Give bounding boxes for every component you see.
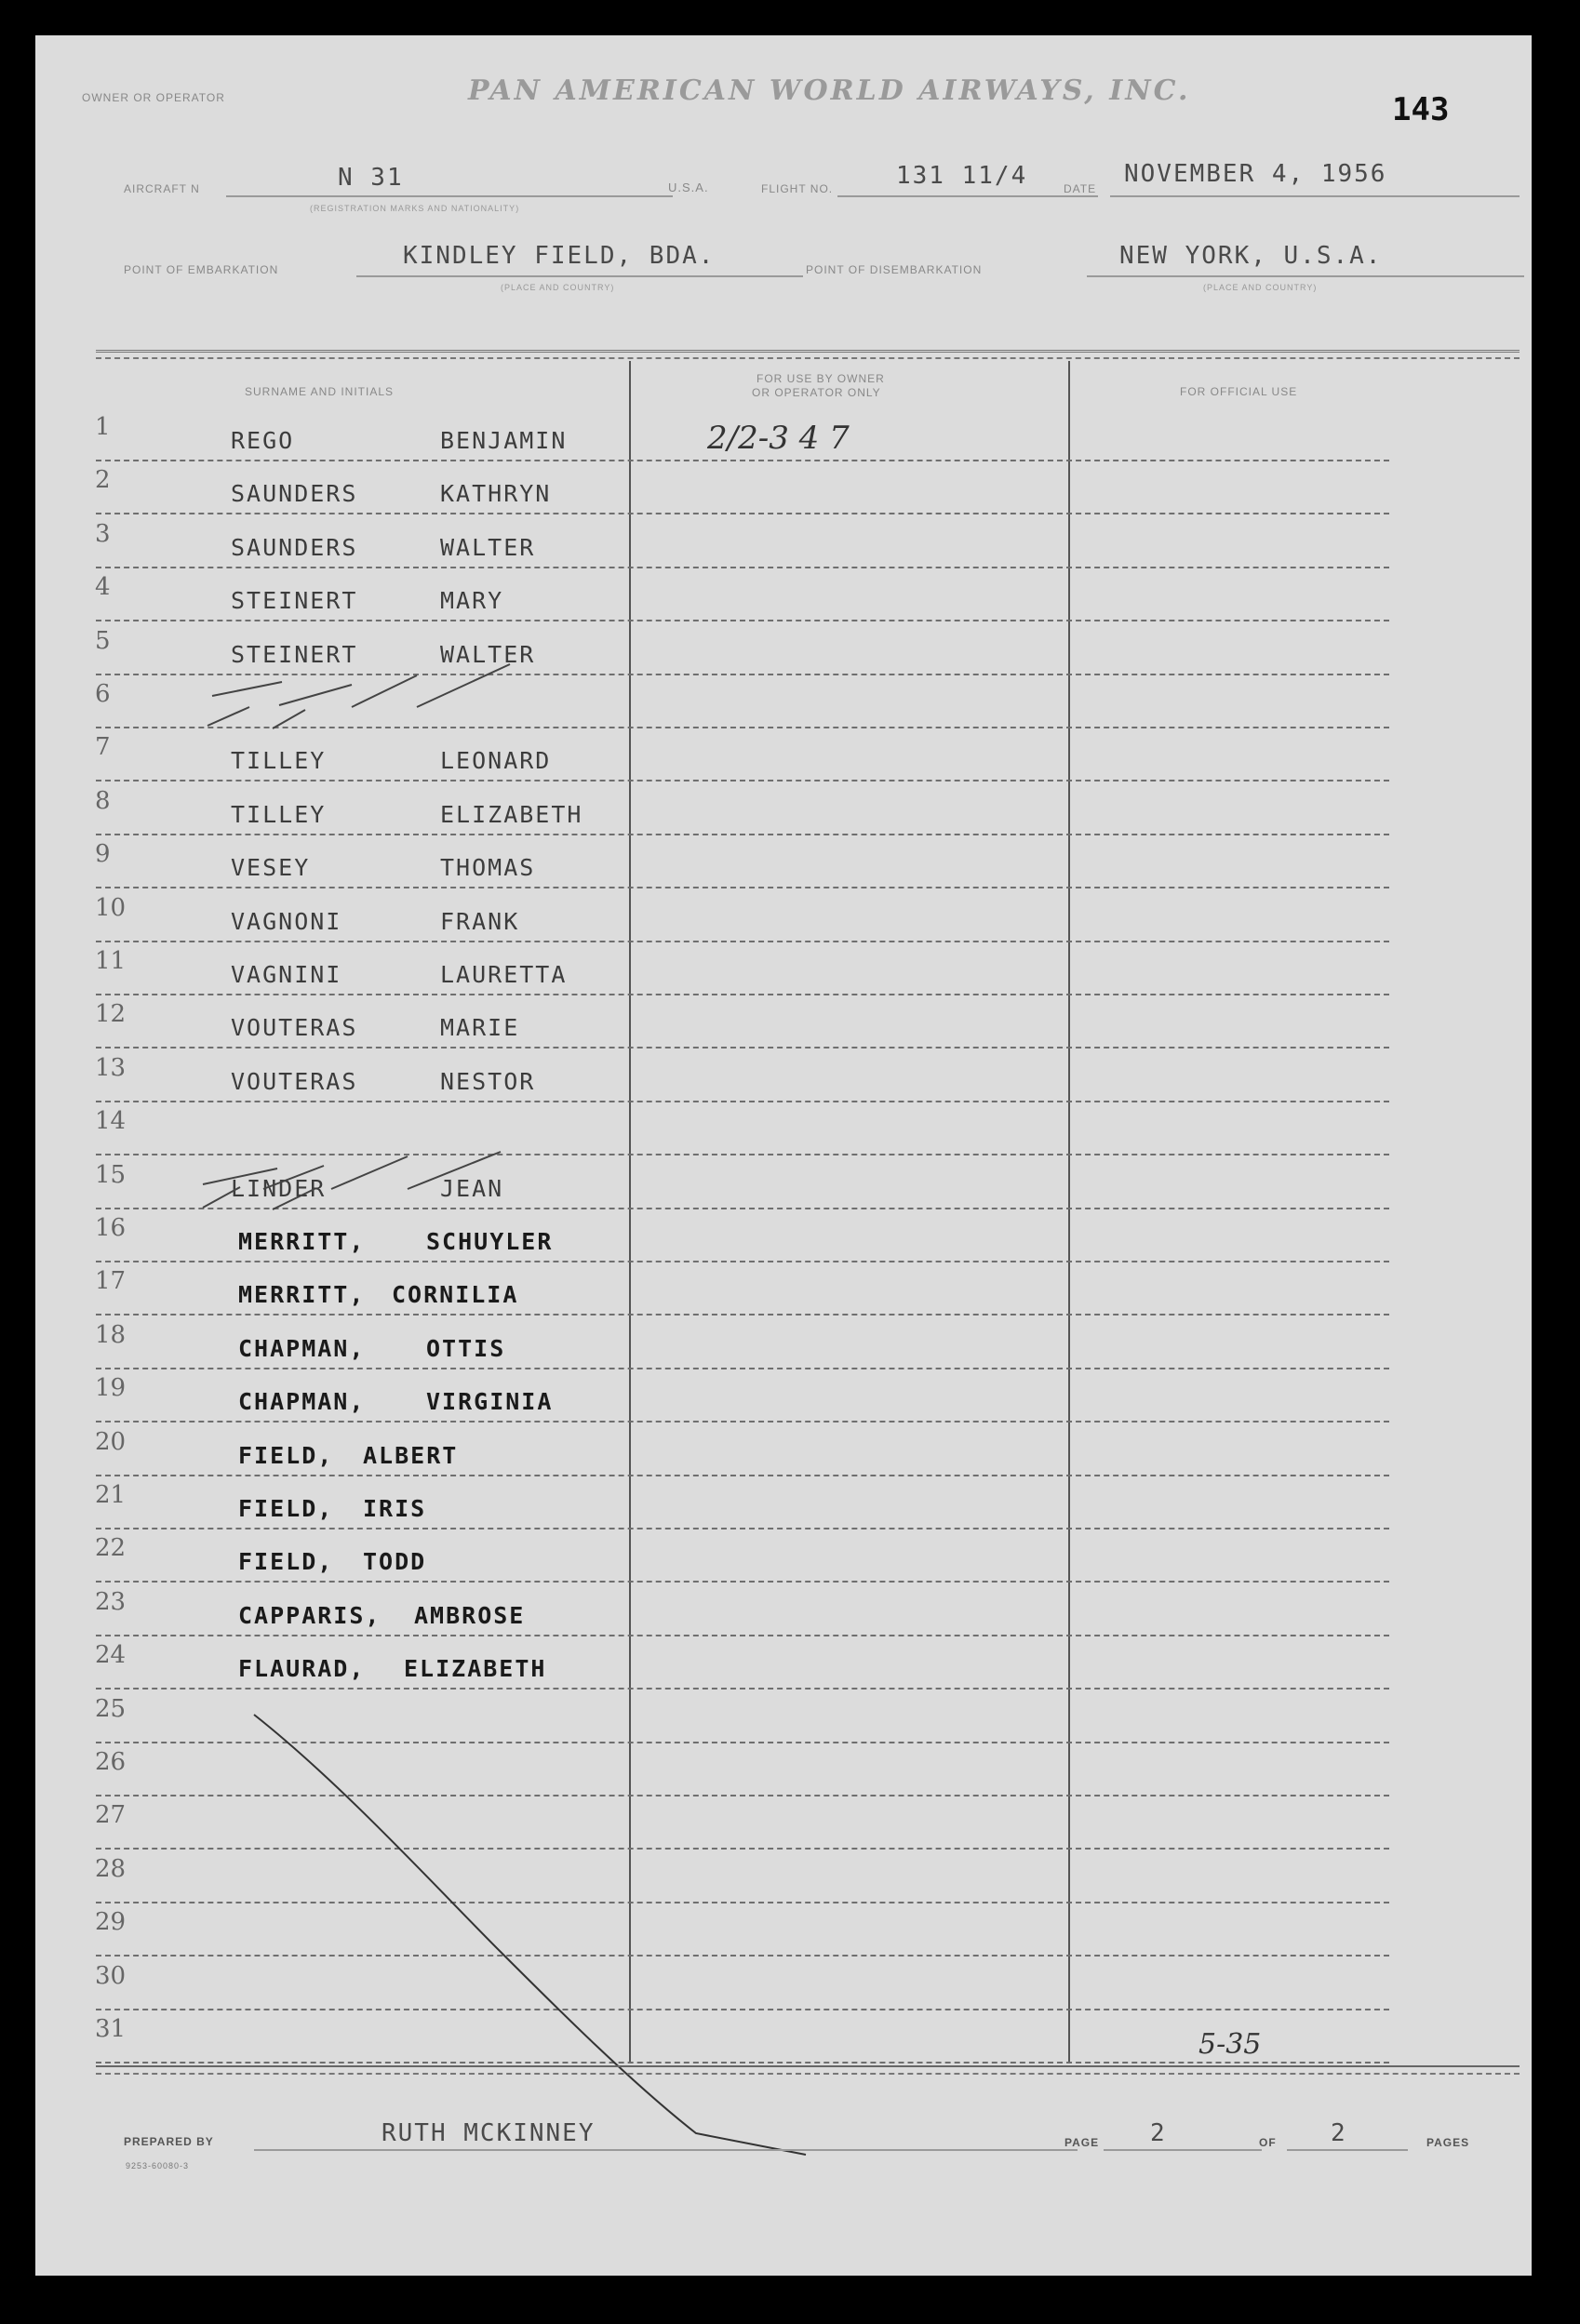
embarkation-note: (PLACE AND COUNTRY) xyxy=(501,283,615,292)
disembarkation-note: (PLACE AND COUNTRY) xyxy=(1203,283,1318,292)
passenger-given-name: THOMAS xyxy=(440,854,536,882)
passenger-given-name: AMBROSE xyxy=(414,1601,526,1629)
passenger-given-name: JEAN xyxy=(440,1174,504,1202)
registration-note: (REGISTRATION MARKS AND NATIONALITY) xyxy=(310,204,520,213)
passenger-surname: VAGNONI xyxy=(231,907,342,935)
row-number: 12 xyxy=(95,1000,127,1029)
date-label: DATE xyxy=(1064,182,1097,195)
passenger-given-name: MARY xyxy=(440,587,504,615)
of-label: OF xyxy=(1259,2136,1277,2149)
passenger-surname: FIELD, xyxy=(238,1441,334,1469)
passenger-surname: TILLEY xyxy=(231,800,327,828)
passenger-given-name: WALTER xyxy=(440,640,536,668)
date-value: NOVEMBER 4, 1956 xyxy=(1124,160,1387,188)
passenger-surname: VOUTERAS xyxy=(231,1067,358,1095)
row-number: 6 xyxy=(95,680,111,708)
count-note: 5-35 xyxy=(1198,2028,1262,2061)
passenger-given-name: IRIS xyxy=(363,1495,427,1522)
row-number: 9 xyxy=(95,840,111,869)
owner-operator-label: OWNER OR OPERATOR xyxy=(82,91,225,104)
row-number: 15 xyxy=(95,1160,127,1189)
row-number: 5 xyxy=(95,626,111,655)
row-number: 17 xyxy=(95,1267,127,1296)
column-official-header: FOR OFFICIAL USE xyxy=(1180,385,1298,398)
form-number: 9253-60080-3 xyxy=(126,2161,190,2170)
column-owner-header-line1: FOR USE BY OWNER xyxy=(757,372,885,385)
disembarkation-value: NEW YORK, U.S.A. xyxy=(1119,242,1383,270)
passenger-given-name: WALTER xyxy=(440,533,536,561)
embarkation-label: POINT OF EMBARKATION xyxy=(124,263,279,276)
passenger-given-name: MARIE xyxy=(440,1014,520,1042)
aircraft-label: AIRCRAFT N xyxy=(124,182,200,195)
row-number: 14 xyxy=(95,1107,127,1136)
row-number: 2 xyxy=(95,466,111,495)
passenger-given-name: NESTOR xyxy=(440,1067,536,1095)
prepared-by-label: PREPARED BY xyxy=(124,2135,214,2148)
passenger-surname: LINDER xyxy=(231,1174,327,1202)
usa-label: U.S.A. xyxy=(668,180,709,194)
disembarkation-label: POINT OF DISEMBARKATION xyxy=(806,263,983,276)
passenger-given-name: CORNILIA xyxy=(392,1281,519,1309)
passenger-given-name: TODD xyxy=(363,1548,427,1576)
row-number: 1 xyxy=(95,413,111,441)
passenger-surname: VESEY xyxy=(231,854,311,882)
passenger-surname: CHAPMAN, xyxy=(238,1334,366,1362)
manifest-page xyxy=(35,35,1532,2276)
pages-label: PAGES xyxy=(1426,2136,1470,2149)
row-number: 27 xyxy=(95,1801,127,1830)
passenger-given-name: OTTIS xyxy=(426,1334,506,1362)
row-number: 20 xyxy=(95,1427,127,1456)
passenger-given-name: VIRGINIA xyxy=(426,1388,554,1416)
passenger-given-name: LEONARD xyxy=(440,747,552,775)
passenger-given-name: LAURETTA xyxy=(440,961,568,988)
passenger-given-name: FRANK xyxy=(440,907,520,935)
row-number: 7 xyxy=(95,733,111,762)
row-number: 11 xyxy=(95,947,127,975)
passenger-given-name: ALBERT xyxy=(363,1441,459,1469)
row-number: 25 xyxy=(95,1694,127,1723)
flight-label: FLIGHT NO. xyxy=(761,182,834,195)
passenger-surname: TILLEY xyxy=(231,747,327,775)
page-stamp-number: 143 xyxy=(1392,91,1450,128)
row-number: 22 xyxy=(95,1534,127,1563)
row-number: 4 xyxy=(95,573,111,602)
passenger-given-name: KATHRYN xyxy=(440,480,552,508)
passenger-given-name: BENJAMIN xyxy=(440,427,568,454)
passenger-surname: VAGNINI xyxy=(231,961,342,988)
aircraft-value: N 31 xyxy=(338,164,404,192)
row-number: 10 xyxy=(95,893,127,922)
prepared-by-value: RUTH MCKINNEY xyxy=(382,2119,596,2147)
row-number: 24 xyxy=(95,1641,127,1670)
row-number: 3 xyxy=(95,519,111,548)
embarkation-value: KINDLEY FIELD, BDA. xyxy=(403,242,716,270)
row-number: 18 xyxy=(95,1320,127,1349)
strike-marks xyxy=(35,35,1532,2276)
company-name: PAN AMERICAN WORLD AIRWAYS, INC. xyxy=(468,74,1191,107)
row-number: 30 xyxy=(95,1961,127,1990)
row-number: 21 xyxy=(95,1481,127,1509)
row-number: 31 xyxy=(95,2015,127,2043)
passenger-given-name: ELIZABETH xyxy=(440,800,583,828)
owner-note-row1: 2/2-3 4 7 xyxy=(707,420,850,457)
passenger-surname: FLAURAD, xyxy=(238,1655,366,1683)
total-pages-value: 2 xyxy=(1331,2119,1347,2147)
passenger-surname: SAUNDERS xyxy=(231,480,358,508)
column-owner-header-line2: OR OPERATOR ONLY xyxy=(752,386,881,399)
row-number: 28 xyxy=(95,1854,127,1883)
passenger-surname: CAPPARIS, xyxy=(238,1601,382,1629)
row-number: 16 xyxy=(95,1214,127,1242)
row-number: 29 xyxy=(95,1908,127,1937)
passenger-surname: MERRITT, xyxy=(238,1281,366,1309)
flight-value: 131 11/4 xyxy=(896,162,1028,190)
passenger-surname: FIELD, xyxy=(238,1495,334,1522)
passenger-surname: FIELD, xyxy=(238,1548,334,1576)
row-number: 26 xyxy=(95,1748,127,1776)
passenger-given-name: ELIZABETH xyxy=(404,1655,547,1683)
row-number: 19 xyxy=(95,1374,127,1403)
passenger-surname: STEINERT xyxy=(231,587,358,615)
passenger-surname: MERRITT, xyxy=(238,1228,366,1255)
row-number: 23 xyxy=(95,1587,127,1616)
page-value: 2 xyxy=(1150,2119,1167,2147)
row-number: 8 xyxy=(95,786,111,815)
passenger-surname: CHAPMAN, xyxy=(238,1388,366,1416)
page-label: PAGE xyxy=(1064,2136,1100,2149)
passenger-surname: REGO xyxy=(231,427,295,454)
passenger-surname: VOUTERAS xyxy=(231,1014,358,1042)
row-number: 13 xyxy=(95,1053,127,1082)
column-surname-header: SURNAME AND INITIALS xyxy=(245,385,395,398)
passenger-surname: SAUNDERS xyxy=(231,533,358,561)
passenger-given-name: SCHUYLER xyxy=(426,1228,554,1255)
passenger-surname: STEINERT xyxy=(231,640,358,668)
